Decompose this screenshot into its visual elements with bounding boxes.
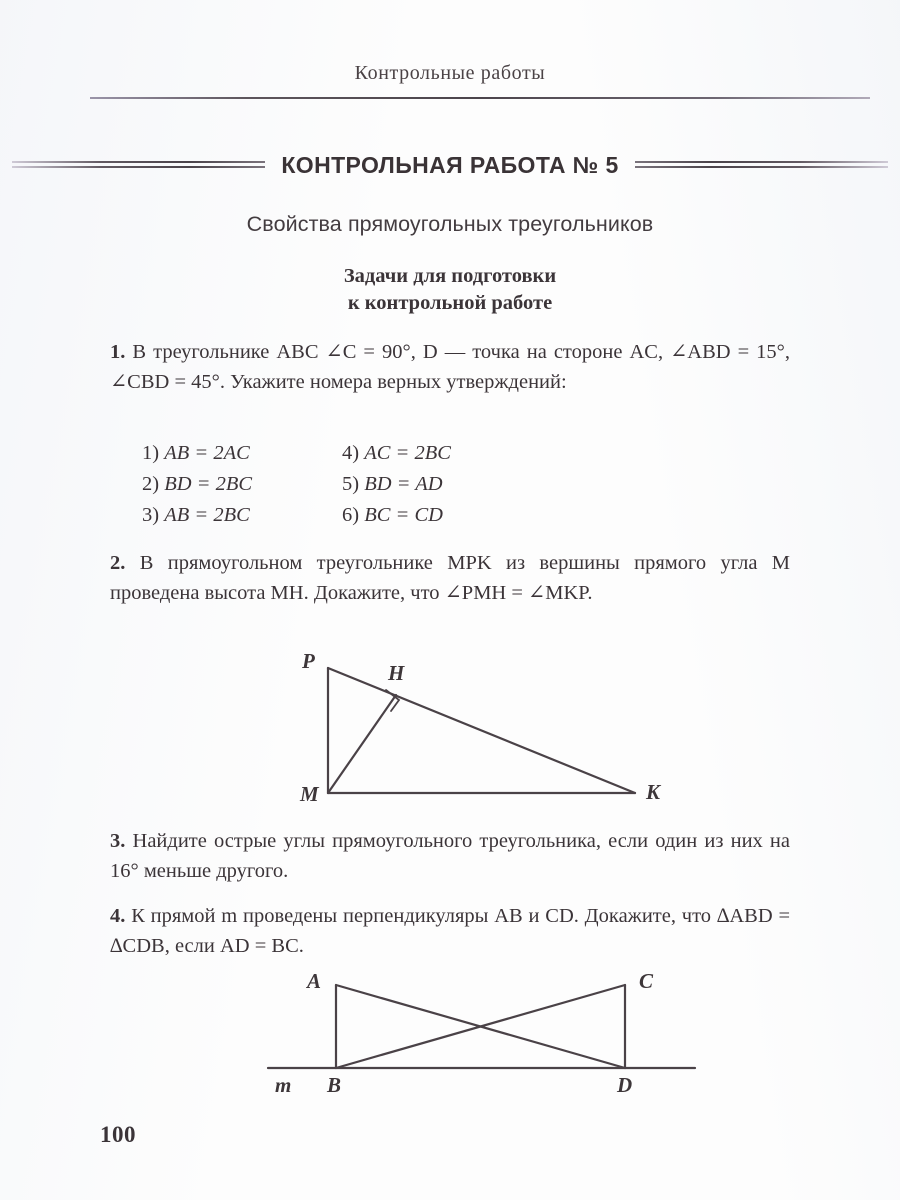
option-3-value: AB = 2BC (164, 504, 250, 526)
option-5-label: 5) (342, 473, 360, 495)
vertex-label-b: B (327, 1073, 342, 1097)
page-number: 100 (100, 1122, 136, 1147)
task-1-number: 1. (110, 341, 126, 363)
option-3-label: 3) (142, 504, 160, 526)
option-6 (342, 500, 542, 531)
option-2 (142, 469, 342, 500)
vertex-label-k: K (646, 780, 661, 804)
vertex-label-h: H (388, 661, 405, 685)
subject-heading: Свойства прямоугольных треугольников (246, 212, 654, 236)
title-rule-left (12, 161, 265, 169)
vertex-label-c: C (639, 969, 654, 993)
option-3 (142, 500, 342, 531)
control-work-title-band (12, 148, 888, 182)
task-2 (110, 548, 790, 608)
option-5 (342, 469, 542, 500)
task-4-text: К прямой m проведены перпендикуляры AB и CD. Докажите, что ∆ABD = ∆CDB, если AD = BC. (110, 905, 791, 957)
task-2-number: 2. (110, 552, 126, 574)
task-3-number: 3. (110, 830, 126, 852)
option-row (142, 469, 562, 500)
vertex-label-a: A (307, 969, 322, 993)
option-4 (342, 438, 542, 469)
option-4-label: 4) (342, 442, 360, 464)
task-3-text: Найдите острые углы прямоугольного треугольника, если один из них на 16° меньше другого. (110, 830, 791, 882)
running-head: Контрольные работы (354, 62, 546, 84)
task-2-text: В прямоугольном треугольнике MPK из вершины прямого угла M проведена высота MH. Докажите, что ∠PMH = ∠MKP. (110, 552, 791, 604)
figure-triangle-pmk (270, 640, 690, 825)
segment-pk (328, 668, 635, 793)
header-rule (90, 97, 870, 99)
title-rule-right (635, 161, 888, 169)
task-3 (110, 826, 790, 886)
prep-heading-line2: к контрольной работе (347, 292, 553, 314)
line-label-m: m (275, 1073, 292, 1097)
prep-heading (0, 263, 900, 317)
task-1-options (142, 438, 562, 531)
option-1-value: AB = 2AC (164, 442, 250, 464)
option-6-value: BC = CD (364, 504, 443, 526)
figure-triangle-pmk-svg (270, 640, 690, 820)
prep-heading-line1: Задачи для подготовки (343, 265, 557, 287)
task-1-text: В треугольнике ABC ∠C = 90°, D — точка на стороне AC, ∠ABD = 15°, ∠CBD = 45°. Укажите номера верных утверждений: (110, 341, 790, 393)
option-4-value: AC = 2BC (364, 442, 451, 464)
option-6-label: 6) (342, 504, 360, 526)
vertex-label-p: P (302, 649, 315, 673)
option-5-value: BD = AD (364, 473, 443, 495)
option-2-value: BD = 2BC (164, 473, 253, 495)
option-row (142, 500, 562, 531)
segment-mh-altitude (328, 695, 396, 793)
control-work-title: КОНТРОЛЬНАЯ РАБОТА № 5 (281, 151, 619, 178)
option-1-label: 1) (142, 442, 160, 464)
figure-perpendiculars-abcd (255, 960, 715, 1105)
task-4 (110, 901, 790, 961)
vertex-label-m: M (300, 782, 319, 806)
task-4-number: 4. (110, 905, 126, 927)
option-2-label: 2) (142, 473, 160, 495)
option-1 (142, 438, 342, 469)
figure-perpendiculars-abcd-svg (255, 960, 715, 1100)
task-1 (110, 337, 790, 397)
option-row (142, 438, 562, 469)
vertex-label-d: D (617, 1073, 633, 1097)
